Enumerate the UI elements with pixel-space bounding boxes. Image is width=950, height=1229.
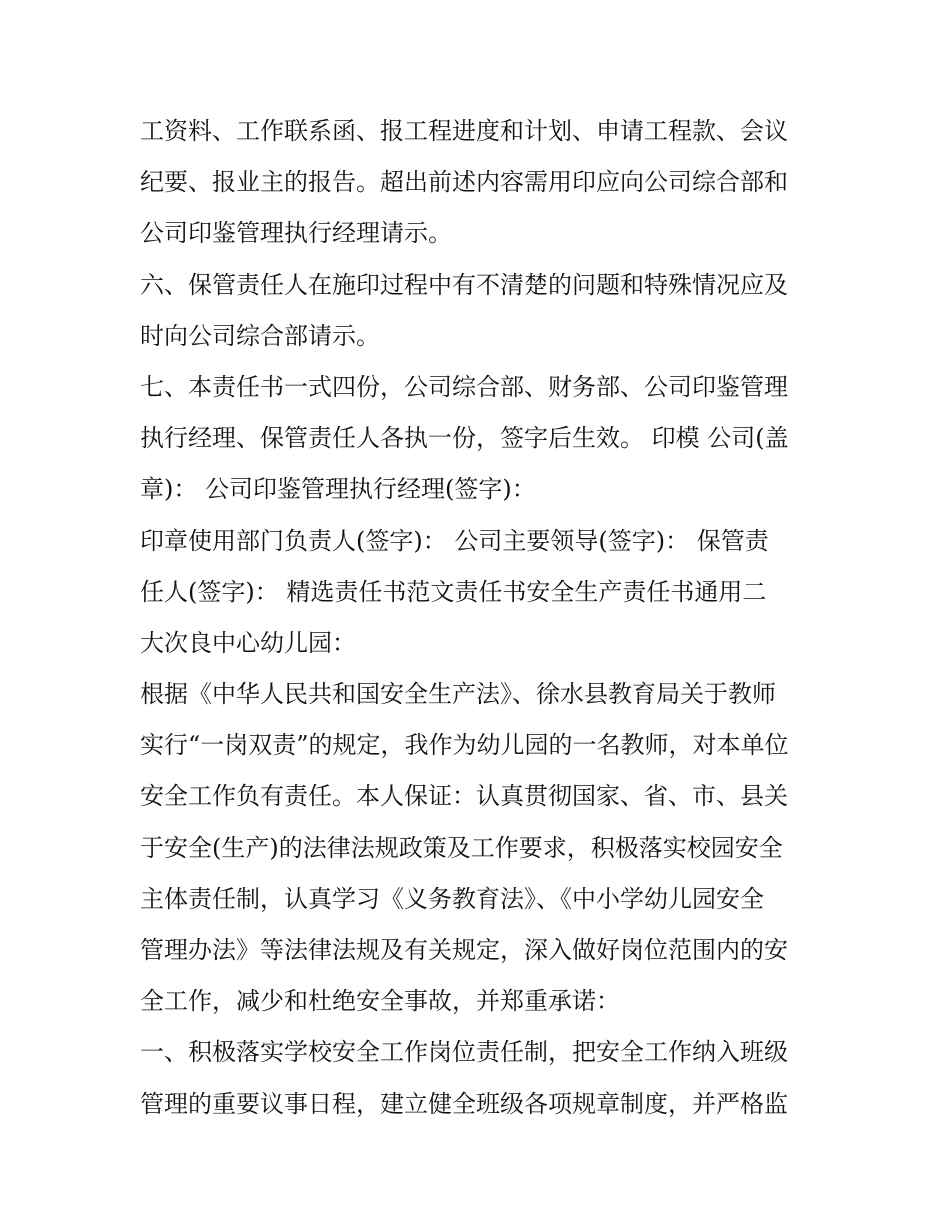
text-line: 任人(签字)： 精选责任书范文责任书安全生产责任书通用二 [140, 577, 767, 606]
text-line: 印章使用部门负责人(签字)： 公司主要领导(签字)： 保管责 [140, 526, 769, 555]
text-line: 根据《中华人民共和国安全生产法》、徐水县教育局关于教师 [140, 680, 776, 709]
text-line: 大次良中心幼儿园： [140, 628, 356, 657]
text-line: 安全工作负有责任。本人保证：认真贯彻国家、省、市、县关 [140, 782, 788, 811]
text-line: 管理的重要议事日程，建立健全班级各项规章制度，并严格监 [140, 1089, 788, 1118]
text-line: 工资料、工作联系函、报工程进度和计划、申请工程款、会议 [140, 117, 788, 145]
document-body [140, 106, 820, 1130]
text-line: 时向公司综合部请示。 [140, 321, 380, 350]
text-line: 公司印鉴管理执行经理请示。 [140, 219, 452, 248]
text-line: 管理办法》等法律法规及有关规定，深入做好岗位范围内的安 [140, 936, 788, 964]
text-line: 实行“一岗双责”的规定，我作为幼儿园的一名教师，对本单位 [140, 731, 789, 760]
text-line: 七、本责任书一式四份，公司综合部、财务部、公司印鉴管理 [140, 372, 788, 401]
text-line: 主体责任制，认真学习《义务教育法》、《中小学幼儿园安全 [140, 884, 764, 913]
text-line: 六、保管责任人在施印过程中有不清楚的问题和特殊情况应及 [140, 270, 788, 299]
text-line: 章)： 公司印鉴管理执行经理(签字)： [140, 475, 536, 504]
text-line: 一、积极落实学校安全工作岗位责任制，把安全工作纳入班级 [140, 1038, 788, 1067]
text-line: 执行经理、保管责任人各执一份，签字后生效。 印模 公司(盖 [140, 424, 789, 453]
text-line: 于安全(生产)的法律法规政策及工作要求，积极落实校园安全 [140, 833, 783, 862]
text-line: 纪要、报业主的报告。超出前述内容需用印应向公司综合部和 [140, 168, 788, 197]
text-line: 全工作，减少和杜绝安全事故，并郑重承诺： [140, 987, 620, 1016]
